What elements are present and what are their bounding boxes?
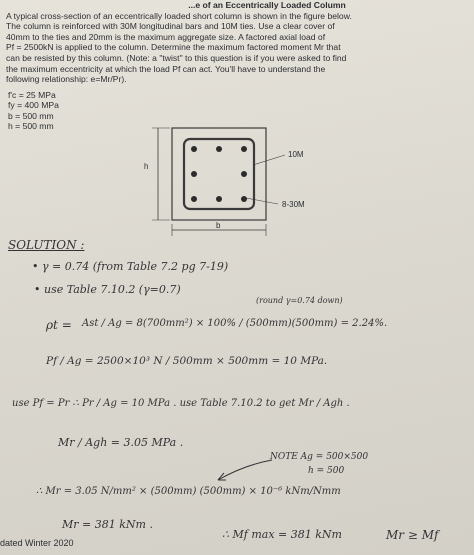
- solution-line: Pf / Ag = 2500×10³ N / 500mm × 500mm = 10 MPa.: [46, 355, 328, 367]
- solution-note: (round γ=0.74 down): [256, 296, 343, 305]
- problem-line: the maximum eccentricity at which the load Pf can act. You'll have to understand the: [6, 63, 326, 74]
- rebar: [241, 196, 247, 202]
- solution-line: Ast / Ag = 8(700mm²) × 100% / (500mm)(500mm) = 2.24%.: [82, 318, 388, 329]
- rebar: [191, 196, 197, 202]
- column-cross-section-figure: [140, 120, 340, 240]
- rebar: [241, 171, 247, 177]
- tie-leader-line: [253, 155, 285, 165]
- solution-note: h = 500: [308, 466, 345, 476]
- tie-label: 10M: [288, 150, 304, 159]
- given-b: b = 500 mm: [8, 110, 54, 121]
- solution-line: Mr / Agh = 3.05 MPa .: [58, 436, 184, 449]
- problem-line: Pf = 2500kN is applied to the column. Determine the maximum factored moment Mr that: [6, 42, 341, 53]
- rebar: [216, 146, 222, 152]
- footer-text: dated Winter 2020: [0, 538, 74, 548]
- h-label: h: [144, 162, 149, 171]
- solution-line: • γ = 0.74 (from Table 7.2 pg 7-19): [32, 260, 229, 273]
- page-title: ...e of an Eccentrically Loaded Column: [188, 0, 346, 10]
- solution-line: use Pf = Pr ∴ Pr / Ag = 10 MPa . use Table 7.10.2 to get Mr / Agh .: [12, 398, 350, 409]
- given-values: [8, 90, 59, 132]
- b-label: b: [216, 221, 221, 230]
- rebar: [191, 171, 197, 177]
- rebar: [191, 146, 197, 152]
- problem-line: can be resisted by this column. (Note: a "twist" to this question is if you were asked to find: [6, 52, 347, 63]
- solution-line: ∴ Mr = 3.05 N/mm² × (500mm) (500mm) × 10⁻⁶ kNm/Nmm: [36, 486, 341, 497]
- given-fc: f'c = 25 MPa: [8, 90, 56, 100]
- problem-line: following relationship: e=Mr/Pr).: [6, 74, 127, 85]
- solution-line: • use Table 7.10.2 (γ=0.7): [34, 283, 181, 296]
- annotation-arrow: [210, 456, 280, 486]
- solution-line: ∴ Mf max = 381 kNm: [222, 528, 342, 541]
- solution-line: ρt =: [46, 318, 72, 332]
- solution-heading: SOLUTION :: [8, 238, 85, 252]
- problem-statement: [6, 0, 468, 85]
- problem-line: A typical cross-section of an eccentrically loaded short column is shown in the figure below.: [6, 10, 352, 21]
- cross-section-drawing: [140, 120, 340, 240]
- rebar: [241, 146, 247, 152]
- given-h: h = 500 mm: [8, 121, 54, 132]
- rebar: [216, 196, 222, 202]
- solution-line: Mr = 381 kNm .: [62, 518, 153, 531]
- bar-label: 8-30M: [282, 200, 305, 209]
- bar-leader-line: [246, 198, 278, 204]
- problem-line: 40mm to the ties and 20mm is the maximum aggregate size. A factored axial load of: [6, 31, 326, 42]
- given-fy: fy = 400 MPa: [8, 100, 59, 111]
- problem-line: The column is reinforced with 30M longitudinal bars and 10M ties. Use a clear cover of: [6, 21, 335, 32]
- solution-note: NOTE Ag = 500×500: [270, 452, 369, 462]
- solution-line: Mr ≥ Mf: [386, 528, 439, 542]
